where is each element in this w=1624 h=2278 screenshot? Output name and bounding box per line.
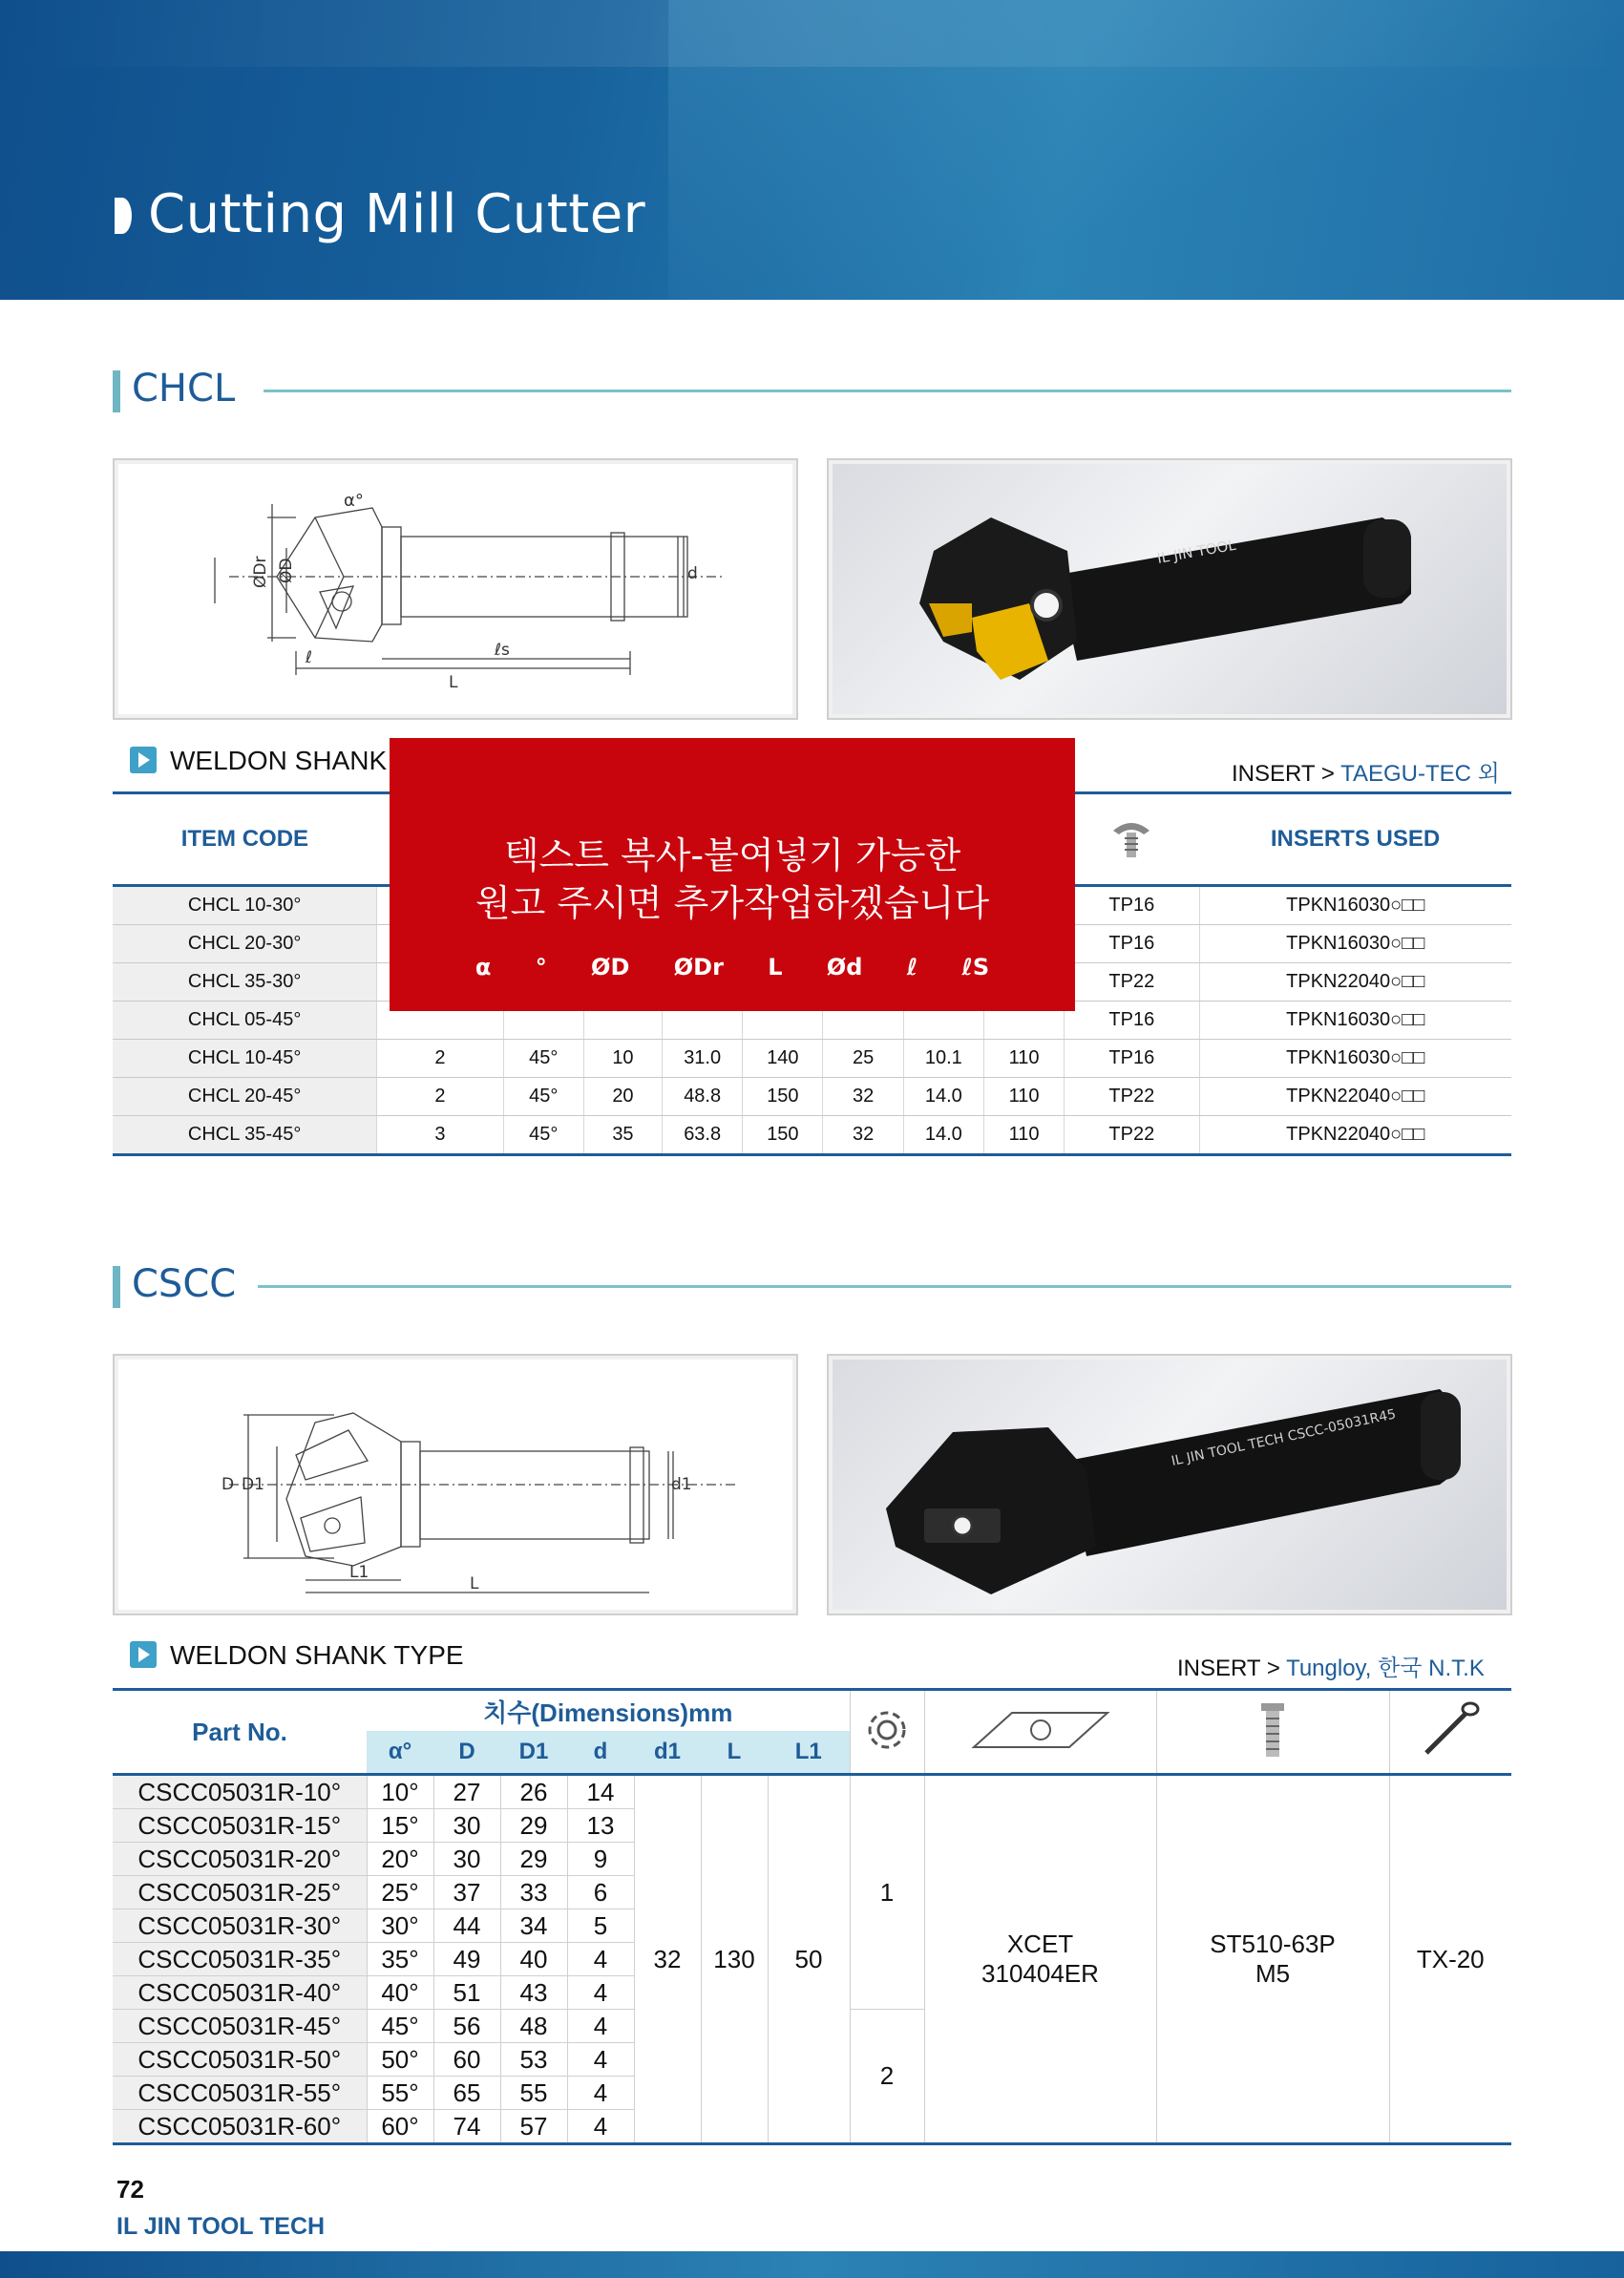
cell-ls: 110 <box>983 1078 1064 1116</box>
insert-header <box>924 1690 1156 1775</box>
cell-d: 14 <box>567 1775 634 1809</box>
screw-line-2: M5 <box>1255 1959 1291 1988</box>
cell-D: 51 <box>433 1976 500 2010</box>
cell-D1: 33 <box>500 1876 567 1909</box>
header-d: d <box>567 1731 634 1775</box>
cell-d: 9 <box>567 1843 634 1876</box>
dim-L1: L1 <box>349 1563 369 1582</box>
notice-line-1: 텍스트 복사-붙여넣기 가능한 <box>503 834 961 876</box>
table-row <box>113 1775 1511 1809</box>
cell-d: 4 <box>567 2010 634 2043</box>
cell-D1: 29 <box>500 1809 567 1843</box>
cell-D: 65 <box>433 2077 500 2110</box>
play-icon <box>130 1641 157 1668</box>
clamp-screw-icon <box>1106 812 1157 861</box>
cell-screw: TP16 <box>1065 1002 1199 1040</box>
notice-line-2: 원고 주시면 추가작업하겠습니다 <box>475 882 990 924</box>
cell-D: 35 <box>583 1116 662 1155</box>
cell-insert: TPKN16030○□□ <box>1199 886 1511 925</box>
notice-overlay <box>390 738 1075 1011</box>
cell-part: CSCC05031R-60° <box>113 2110 367 2144</box>
dim-ls: ℓs <box>495 641 510 660</box>
cscc-photo-label: IL JIN TOOL TECH CSCC-05031R45 <box>1170 1406 1398 1469</box>
cell-d: 4 <box>567 1943 634 1976</box>
section-marker <box>113 1266 120 1308</box>
header-D: D <box>433 1731 500 1775</box>
cell-d1: 32 <box>634 1775 701 2144</box>
cell-L: 150 <box>743 1116 823 1155</box>
chcl-subheading: WELDON SHANK <box>170 746 388 775</box>
page-title: Cutting Mill Cutter <box>148 183 646 245</box>
insert-line-2: 310404ER <box>981 1959 1099 1988</box>
screw-header <box>1156 1690 1389 1775</box>
cell-d: 13 <box>567 1809 634 1843</box>
cell-D: 10 <box>583 1040 662 1078</box>
cell-insert: TPKN16030○□□ <box>1199 925 1511 963</box>
cell-D: 37 <box>433 1876 500 1909</box>
cscc-drawing <box>113 1354 798 1615</box>
header-part-no: Part No. <box>113 1690 367 1775</box>
cell-l: 14.0 <box>903 1116 983 1155</box>
cell-z: 3 <box>377 1116 503 1155</box>
cscc-table <box>113 1688 1511 2145</box>
cell-D1: 57 <box>500 2110 567 2144</box>
cell-insert: TPKN22040○□□ <box>1199 1078 1511 1116</box>
cell-l: 10.1 <box>903 1040 983 1078</box>
cell-ls: 110 <box>983 1040 1064 1078</box>
cell-screw <box>1156 1775 1389 2144</box>
cscc-insert-note: INSERT > Tungloy, 한국 N.T.K <box>1177 1656 1485 1681</box>
cell-a: 25° <box>367 1876 433 1909</box>
cell-part: CSCC05031R-35° <box>113 1943 367 1976</box>
cell-D1: 55 <box>500 2077 567 2110</box>
page-header <box>0 0 1624 300</box>
dim-l-small: ℓ <box>306 648 313 667</box>
cell-d: 5 <box>567 1909 634 1943</box>
header-alpha: α° <box>367 1731 433 1775</box>
cell-d: 25 <box>823 1040 903 1078</box>
cell-Dr: 63.8 <box>663 1116 743 1155</box>
cell-L: 150 <box>743 1078 823 1116</box>
torx-key-icon <box>1417 1699 1484 1761</box>
section-marker <box>113 370 120 412</box>
cell-a: 45° <box>367 2010 433 2043</box>
cell-Dr: 31.0 <box>663 1040 743 1078</box>
dim-L: L <box>449 673 458 692</box>
cell-a: 15° <box>367 1809 433 1843</box>
cell-part: CSCC05031R-55° <box>113 2077 367 2110</box>
cell-a: 20° <box>367 1843 433 1876</box>
cell-a: 55° <box>367 2077 433 2110</box>
cell-ls: 110 <box>983 1116 1064 1155</box>
cell-a: 50° <box>367 2043 433 2077</box>
cell-D: 20 <box>583 1078 662 1116</box>
cell-key: TX-20 <box>1389 1775 1511 2144</box>
table-row <box>113 1078 1511 1116</box>
cscc-photo <box>827 1354 1512 1615</box>
cell-D1: 53 <box>500 2043 567 2077</box>
chcl-photo <box>827 458 1512 720</box>
cell-insert: TPKN16030○□□ <box>1199 1040 1511 1078</box>
title-marker-icon <box>113 196 132 236</box>
notice-line-3: α ° ØD ØDr L Ød ℓ ℓS <box>475 954 990 981</box>
header-L1: L1 <box>768 1731 850 1775</box>
footer-brand: IL JIN TOOL TECH <box>116 2213 326 2240</box>
screw-header <box>1065 793 1199 886</box>
cell-L: 140 <box>743 1040 823 1078</box>
cell-a: 45° <box>503 1078 583 1116</box>
cell-D: 60 <box>433 2043 500 2077</box>
cell-l: 14.0 <box>903 1078 983 1116</box>
cell-D: 74 <box>433 2110 500 2144</box>
cell-z: 2 <box>377 1040 503 1078</box>
header-d1: d1 <box>634 1731 701 1775</box>
dim-d: d <box>687 564 698 583</box>
cell-D: 56 <box>433 2010 500 2043</box>
screw-line-1: ST510-63P <box>1210 1930 1336 1958</box>
cell-D1: 48 <box>500 2010 567 2043</box>
cell-code: CHCL 10-30° <box>113 886 377 925</box>
footer-bar <box>0 2251 1624 2278</box>
cell-d: 4 <box>567 2077 634 2110</box>
cell-d: 32 <box>823 1078 903 1116</box>
cell-code: CHCL 05-45° <box>113 1002 377 1040</box>
cutter-gear-icon <box>860 1703 914 1757</box>
cell-part: CSCC05031R-15° <box>113 1809 367 1843</box>
cell-D: 30 <box>433 1843 500 1876</box>
flute-header <box>850 1690 924 1775</box>
cell-D1: 29 <box>500 1843 567 1876</box>
cell-code: CHCL 10-45° <box>113 1040 377 1078</box>
cell-d: 6 <box>567 1876 634 1909</box>
key-header <box>1389 1690 1511 1775</box>
cell-d: 4 <box>567 2110 634 2144</box>
cell-code: CHCL 35-45° <box>113 1116 377 1155</box>
insert-screw-icon <box>1254 1699 1292 1761</box>
cell-a: 35° <box>367 1943 433 1976</box>
cell-insert <box>924 1775 1156 2144</box>
cell-insert: TPKN16030○□□ <box>1199 1002 1511 1040</box>
cell-screw: TP22 <box>1065 1116 1199 1155</box>
dim-D: D <box>221 1475 235 1494</box>
section-divider <box>264 390 1511 392</box>
cell-a: 30° <box>367 1909 433 1943</box>
cell-a: 45° <box>503 1040 583 1078</box>
cell-z: 2 <box>377 1078 503 1116</box>
cell-D: 44 <box>433 1909 500 1943</box>
cell-screw: TP16 <box>1065 1040 1199 1078</box>
cell-part: CSCC05031R-30° <box>113 1909 367 1943</box>
header-item-code: ITEM CODE <box>113 793 377 886</box>
cell-L: 130 <box>701 1775 768 2144</box>
cell-screw: TP16 <box>1065 886 1199 925</box>
chcl-drawing <box>113 458 798 720</box>
cell-insert: TPKN22040○□□ <box>1199 1116 1511 1155</box>
chcl-photo-label: IL JIN TOOL <box>1155 536 1237 567</box>
header-inserts-used: INSERTS USED <box>1199 793 1511 886</box>
cell-screw: TP22 <box>1065 963 1199 1002</box>
cell-code: CHCL 35-30° <box>113 963 377 1002</box>
cell-a: 10° <box>367 1775 433 1809</box>
cell-flutes: 2 <box>850 2010 924 2144</box>
cell-D1: 40 <box>500 1943 567 1976</box>
cell-part: CSCC05031R-25° <box>113 1876 367 1909</box>
cell-screw: TP16 <box>1065 925 1199 963</box>
cell-a: 40° <box>367 1976 433 2010</box>
cell-D: 49 <box>433 1943 500 1976</box>
header-D1: D1 <box>500 1731 567 1775</box>
insert-line-1: XCET <box>1006 1930 1074 1958</box>
cell-d: 4 <box>567 1976 634 2010</box>
dim-d1: d1 <box>671 1475 692 1494</box>
cell-part: CSCC05031R-20° <box>113 1843 367 1876</box>
table-row <box>113 1040 1511 1078</box>
page-number: 72 <box>116 2175 144 2204</box>
section-divider <box>258 1285 1511 1288</box>
cell-screw: TP22 <box>1065 1078 1199 1116</box>
cell-code: CHCL 20-45° <box>113 1078 377 1116</box>
header-dimensions: 치수(Dimensions)mm <box>483 1698 733 1727</box>
table-row <box>113 1116 1511 1155</box>
cell-D1: 43 <box>500 1976 567 2010</box>
cell-d: 32 <box>823 1116 903 1155</box>
cell-D1: 26 <box>500 1775 567 1809</box>
dim-d-big: ØD <box>277 558 296 583</box>
cell-D: 27 <box>433 1775 500 1809</box>
cell-code: CHCL 20-30° <box>113 925 377 963</box>
cell-d: 4 <box>567 2043 634 2077</box>
section-title-cscc: CSCC <box>132 1262 237 1306</box>
dim-L-cscc: L <box>470 1574 479 1593</box>
dim-alpha: α° <box>344 491 364 511</box>
cell-a: 45° <box>503 1116 583 1155</box>
cell-part: CSCC05031R-10° <box>113 1775 367 1809</box>
cell-part: CSCC05031R-50° <box>113 2043 367 2077</box>
cell-flutes: 1 <box>850 1775 924 2010</box>
dim-D1: D1 <box>242 1475 264 1494</box>
chcl-insert-note: INSERT > TAEGU-TEC 외 <box>1232 761 1500 787</box>
cell-insert: TPKN22040○□□ <box>1199 963 1511 1002</box>
cell-D1: 34 <box>500 1909 567 1943</box>
cell-a: 60° <box>367 2110 433 2144</box>
cell-L1: 50 <box>768 1775 850 2144</box>
section-title-chcl: CHCL <box>132 367 236 411</box>
cell-D: 30 <box>433 1809 500 1843</box>
cell-part: CSCC05031R-45° <box>113 2010 367 2043</box>
header-L: L <box>701 1731 768 1775</box>
cscc-subheading: WELDON SHANK TYPE <box>170 1640 464 1670</box>
cell-Dr: 48.8 <box>663 1078 743 1116</box>
insert-shape-icon <box>964 1705 1117 1755</box>
dim-dr: ØDr <box>251 556 270 588</box>
cell-part: CSCC05031R-40° <box>113 1976 367 2010</box>
play-icon <box>130 747 157 773</box>
